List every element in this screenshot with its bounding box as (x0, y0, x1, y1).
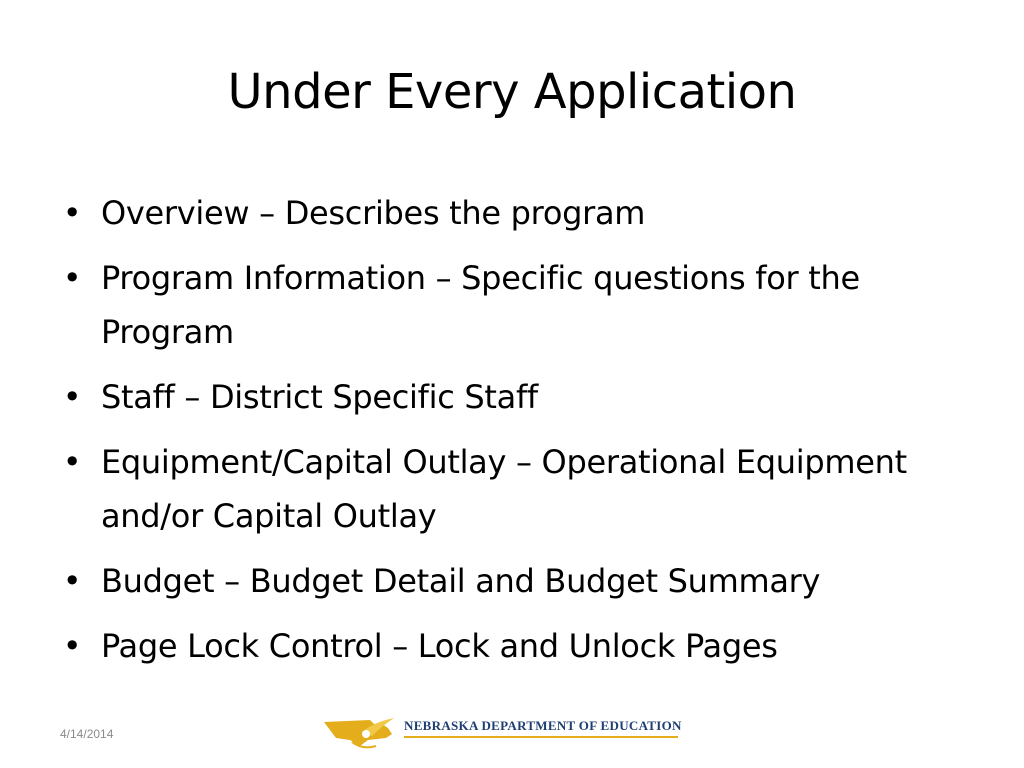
bullet-dot: • (62, 627, 82, 665)
bullet-dot: • (62, 194, 82, 232)
bullet-text: Equipment/Capital Outlay – Operational Equipment and/or Capital Outlay (101, 443, 907, 535)
slide-date: 4/14/2014 (60, 727, 114, 741)
bullet-text: Overview – Describes the program (101, 194, 646, 232)
bullet-dot: • (62, 562, 82, 600)
nebraska-department-of-education-logo (322, 710, 682, 752)
bullet-item (62, 251, 962, 359)
nebraska-state-icon (322, 710, 402, 752)
bullet-item (62, 619, 962, 673)
bullet-dot: • (62, 443, 82, 481)
bullet-text: Page Lock Control – Lock and Unlock Pages (101, 627, 778, 665)
logo-text: NEBRASKA DEPARTMENT OF EDUCATION (404, 718, 682, 733)
bullet-item (62, 554, 962, 608)
bullet-dot: • (62, 259, 82, 297)
bullet-dot: • (62, 378, 82, 416)
bullet-text: Program Information – Specific questions for the Program (101, 259, 860, 351)
bullet-list (62, 186, 962, 684)
bullet-item (62, 370, 962, 424)
bullet-item (62, 435, 962, 543)
bullet-text: Budget – Budget Detail and Budget Summary (101, 562, 821, 600)
slide-title: Under Every Application (227, 64, 797, 120)
logo-underline (404, 736, 678, 738)
bullet-item (62, 186, 962, 240)
bullet-text: Staff – District Specific Staff (101, 378, 538, 416)
